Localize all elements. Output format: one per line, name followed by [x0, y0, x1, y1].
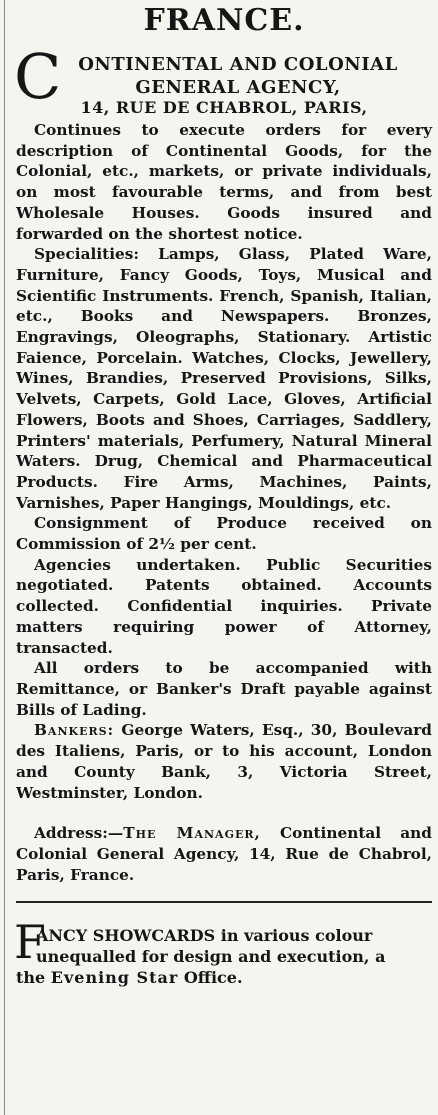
newspaper-name: Evening Star — [50, 968, 179, 988]
showcards-line3-suffix: Office. — [178, 968, 243, 988]
bankers-text: George Waters, Esq., 30, Boulevard des Italiens, Paris, or to his account, London and County Bank, 3, Victoria Street, Westminster, London. — [16, 721, 432, 802]
agency-street-address: 14, RUE DE CHABROL, PARIS, — [80, 98, 368, 117]
paragraph-continues: Continues to execute orders for every description of Continental Goods, for the Colonial, etc., markets, or private individuals, on most favourable terms, and from best Wholesale Houses. Goods insured and forwarded on the shortest notice. — [16, 121, 432, 243]
paragraph-agencies: Agencies undertaken. Public Securities negotiated. Patents obtained. Accounts collected. Confidential inquiries. Private matters requiring power of Attorney, transacted. — [16, 555, 432, 657]
agency-advert-title — [14, 40, 432, 114]
showcards-line3 — [16, 967, 432, 988]
paragraph-consignment: Consignment of Produce received on Commission of 2½ per cent. — [16, 514, 432, 554]
showcards-line1: ANCY SHOWCARDS in various colour — [36, 926, 373, 946]
showcards-advert — [14, 915, 432, 988]
column-border — [4, 0, 5, 1115]
manager-label: The Manager, — [123, 824, 261, 843]
paragraph-orders: All orders to be accompanied with Remittance, or Banker's Draft payable against Bills of Lading. — [16, 659, 432, 719]
newspaper-column — [14, 0, 432, 988]
paragraph-bankers — [16, 720, 432, 803]
address-label: Address:— — [34, 824, 124, 843]
address-text: Continental and Colonial General Agency, 14, Rue de Chabrol, Paris, France. — [16, 824, 432, 884]
agency-title-line1: ONTINENTAL AND COLONIAL — [78, 54, 398, 75]
advert-divider — [16, 901, 432, 903]
bankers-label: Bankers: — [34, 721, 115, 740]
agency-title-line2: GENERAL AGENCY, — [135, 77, 341, 98]
showcards-dropcap: F — [14, 915, 46, 970]
showcards-line3-prefix: the — [16, 968, 51, 988]
showcards-line2: unequalled for design and execution, a — [36, 947, 386, 967]
paragraph-specialities: Specialities: Lamps, Glass, Plated Ware, Furniture, Fancy Goods, Toys, Musical and Scientific Instruments. French, Spanish, Italian, etc., Books and Newspapers. Bronzes, Engravings, Oleographs, Stationary. Artistic Faience, Porcelain. Watches, Clocks, Jewellery, Wines, Brandies, Preserved Provisions, Silks, Velvets, Carpets, Gold Lace, Gloves, Artificial Flowers, Boots and Shoes, Carriages, Saddlery, Printers' materials, Perfumery, Natural Mineral Waters. Drug, Chemical and Pharmaceutical Products. Fire Arms, Machines, Paints, Varnishes, Paper Hangings, Mouldings, etc. — [16, 245, 432, 512]
paragraph-address — [16, 823, 432, 885]
section-heading: FRANCE. — [143, 3, 305, 38]
paragraph-gap — [16, 803, 432, 823]
agency-dropcap: C — [14, 40, 62, 113]
